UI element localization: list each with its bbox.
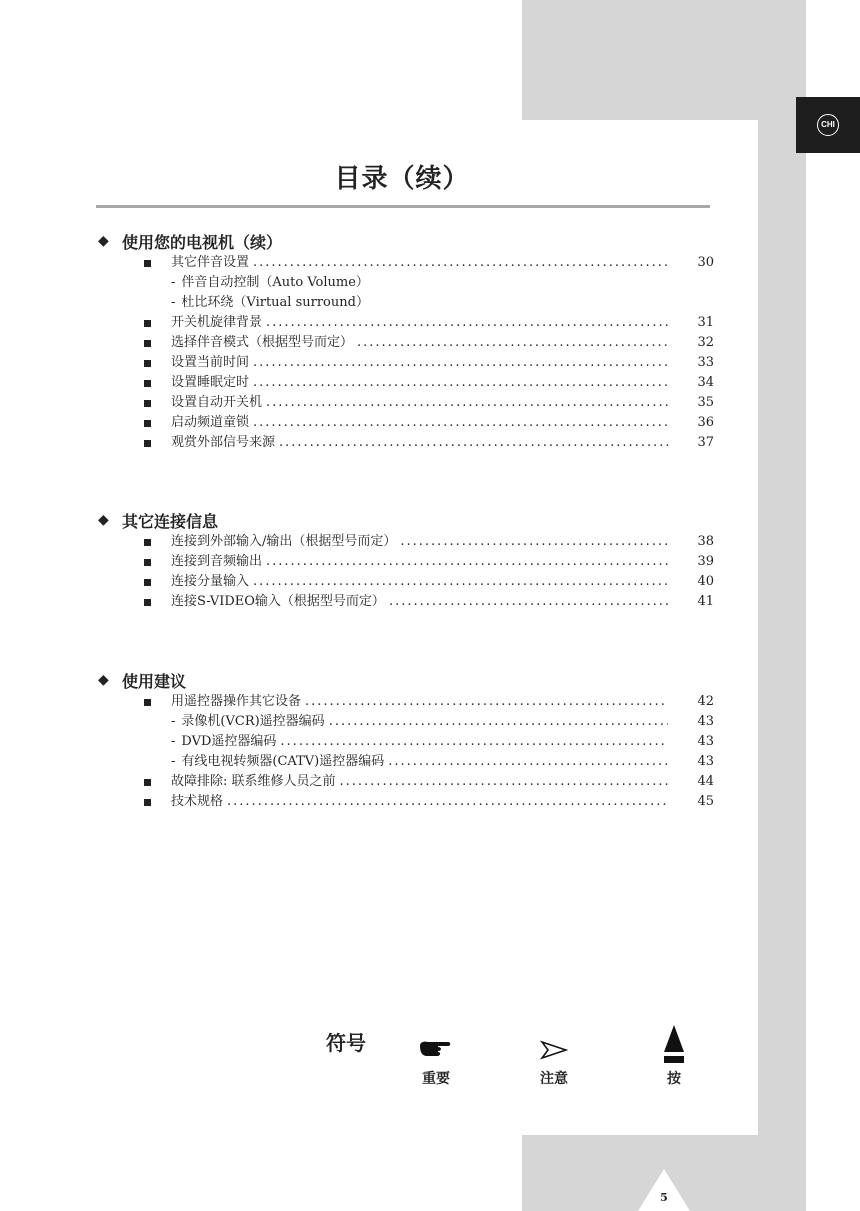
square-bullet-icon: [144, 559, 151, 566]
diamond-bullet-icon: ◆: [98, 233, 109, 249]
pointing-hand-icon: [406, 1038, 466, 1064]
square-bullet-icon: [144, 260, 151, 267]
square-bullet-icon: [144, 400, 151, 407]
dot-leader: [388, 752, 668, 772]
toc-subentry[interactable]: [96, 293, 714, 313]
entry-label: 观赏外部信号来源: [171, 435, 276, 450]
entry-page: 37: [697, 435, 714, 450]
dot-leader: [253, 253, 668, 273]
section-title: 使用建议: [122, 671, 187, 691]
toc-entry[interactable]: [96, 692, 714, 712]
entry-page: 43: [697, 714, 714, 729]
dash-bullet: -: [171, 734, 176, 749]
page-title: 目录（续）: [334, 164, 470, 194]
toc-entry[interactable]: [96, 772, 714, 792]
press-triangle-icon: [644, 1024, 704, 1068]
entry-label: 连接分量输入: [171, 574, 250, 589]
entry-page: 41: [697, 594, 714, 609]
entry-label: 技术规格: [171, 794, 224, 809]
section-title: 其它连接信息: [122, 511, 219, 531]
entry-label: 启动频道童锁: [171, 415, 250, 430]
entry-page: 39: [697, 554, 714, 569]
dash-bullet: -: [171, 275, 176, 290]
diamond-bullet-icon: ◆: [98, 672, 109, 688]
important-label: 重要: [422, 1071, 450, 1087]
dot-leader: [389, 592, 668, 612]
entry-label: 伴音自动控制（Auto Volume）: [181, 275, 369, 290]
toc-entry[interactable]: [96, 353, 714, 373]
section-heading: [96, 508, 714, 532]
dash-bullet: -: [171, 714, 176, 729]
entry-page: 45: [697, 794, 714, 809]
entry-label: 其它伴音设置: [171, 255, 250, 270]
square-bullet-icon: [144, 320, 151, 327]
entry-label: 杜比环绕（Virtual surround）: [181, 295, 369, 310]
entry-label: 设置当前时间: [171, 355, 250, 370]
dot-leader: [253, 353, 668, 373]
arrow-note-icon: [524, 1040, 584, 1064]
square-bullet-icon: [144, 779, 151, 786]
page-number: 5: [660, 1191, 668, 1204]
toc-entry[interactable]: [96, 333, 714, 353]
toc-section-tips: [96, 668, 714, 812]
dot-leader: [266, 313, 668, 333]
toc-entry[interactable]: [96, 532, 714, 552]
note-label: 注意: [540, 1071, 568, 1087]
entry-page: 33: [697, 355, 714, 370]
toc-section-tv-usage: [96, 229, 714, 453]
press-label: 按: [667, 1071, 681, 1087]
square-bullet-icon: [144, 360, 151, 367]
section-heading: [96, 229, 714, 253]
entry-page: 30: [697, 255, 714, 270]
entry-label: 连接S-VIDEO输入（根据型号而定）: [171, 594, 385, 609]
section-heading: [96, 668, 714, 692]
dot-leader: [266, 393, 668, 413]
toc-entry[interactable]: [96, 313, 714, 333]
language-code: CHI: [817, 114, 839, 136]
entry-label: 设置睡眠定时: [171, 375, 250, 390]
entry-page: 42: [697, 694, 714, 709]
dot-leader: [329, 712, 668, 732]
gray-right-band: [758, 0, 806, 1211]
square-bullet-icon: [144, 799, 151, 806]
square-bullet-icon: [144, 340, 151, 347]
dash-bullet: -: [171, 754, 176, 769]
entry-page: 38: [697, 534, 714, 549]
toc-subentry[interactable]: [96, 732, 714, 752]
toc-entry[interactable]: [96, 792, 714, 812]
toc-entry[interactable]: [96, 552, 714, 572]
square-bullet-icon: [144, 539, 151, 546]
dot-leader: [253, 572, 668, 592]
toc-section-connections: [96, 508, 714, 612]
toc-entry[interactable]: [96, 393, 714, 413]
dot-leader: [279, 433, 668, 453]
entry-label: 故障排除: 联系维修人员之前: [171, 774, 336, 789]
entry-page: 40: [697, 574, 714, 589]
entry-label: DVD遥控器编码: [181, 734, 277, 749]
entry-label: 录像机(VCR)遥控器编码: [181, 714, 325, 729]
entry-page: 44: [697, 774, 714, 789]
dash-bullet: -: [171, 295, 176, 310]
square-bullet-icon: [144, 579, 151, 586]
square-bullet-icon: [144, 440, 151, 447]
dot-leader: [400, 532, 668, 552]
dot-leader: [340, 772, 668, 792]
entry-page: 34: [697, 375, 714, 390]
entry-page: 36: [697, 415, 714, 430]
square-bullet-icon: [144, 420, 151, 427]
square-bullet-icon: [144, 599, 151, 606]
entry-label: 有线电视转频器(CATV)遥控器编码: [181, 754, 385, 769]
toc-subentry[interactable]: [96, 273, 714, 293]
symbols-title: 符号: [326, 1031, 366, 1055]
language-tab: [796, 97, 860, 153]
toc-entry[interactable]: [96, 572, 714, 592]
entry-label: 设置自动开关机: [171, 395, 263, 410]
dot-leader: [227, 792, 668, 812]
page-number-triangle: [638, 1169, 690, 1211]
dot-leader: [266, 552, 668, 572]
entry-page: 43: [697, 734, 714, 749]
entry-label: 用遥控器操作其它设备: [171, 694, 302, 709]
diamond-bullet-icon: ◆: [98, 512, 109, 528]
entry-label: 开关机旋律背景: [171, 315, 263, 330]
toc-entry[interactable]: [96, 373, 714, 393]
entry-label: 选择伴音模式（根据型号而定）: [171, 335, 354, 350]
dot-leader: [280, 732, 668, 752]
entry-page: 32: [697, 335, 714, 350]
entry-label: 连接到外部输入/输出（根据型号而定）: [171, 534, 397, 549]
toc-entry[interactable]: [96, 253, 714, 273]
toc-entry[interactable]: [96, 413, 714, 433]
dot-leader: [253, 413, 668, 433]
entry-page: 31: [697, 315, 714, 330]
toc-entry[interactable]: [96, 433, 714, 453]
title-divider: [96, 205, 710, 208]
toc-entry[interactable]: [96, 592, 714, 612]
entry-label: 连接到音频输出: [171, 554, 263, 569]
square-bullet-icon: [144, 699, 151, 706]
entry-page: 35: [697, 395, 714, 410]
section-title: 使用您的电视机（续）: [122, 232, 283, 252]
square-bullet-icon: [144, 380, 151, 387]
dot-leader: [357, 333, 668, 353]
dot-leader: [253, 373, 668, 393]
dot-leader: [305, 692, 668, 712]
toc-subentry[interactable]: [96, 712, 714, 732]
entry-page: 43: [697, 754, 714, 769]
toc-subentry[interactable]: [96, 752, 714, 772]
